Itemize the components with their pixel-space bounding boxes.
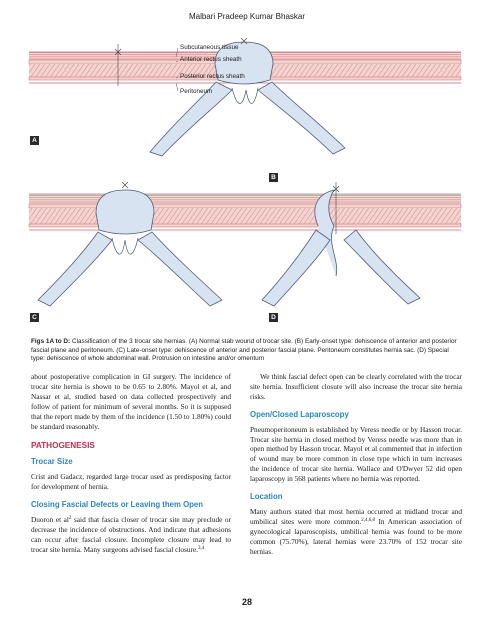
heading-trocar-size: Trocar Size [31,457,73,467]
heading-closing-fascial-defects: Closing Fascial Defects or Leaving them Open [31,500,204,510]
right-column [250,372,462,565]
bowel-loop-b-right [258,82,345,154]
label-anterior-rectus-sheath: Anterior rectus sheath [180,56,242,63]
caption-text: Classification of the 3 trocar site hernias. (A) Normal stab wound of trocar site. (B) Early-onset type: dehiscence of anterior and posterior fascial plane and peritoneum. (C) Late-onset type: dehiscence of anterior and posterior fascial plane. Peritoneum constitutes hernia sac. (D) Special type: dehiscence of whole abdominal wall. Protrusion on intestine and/or omentum [31,338,457,363]
bowel-loop-d-right [344,230,420,304]
panel-top-drawing [29,38,461,156]
left-column [31,372,231,563]
left-paragraph-3: Duoron et $al^2$ said that fascia closer of trocar site may preclude or decrease the incidence of obstructions. And indicate that adhesions can occur after fascial closure. Incomplete closure may lead to trocar site hernia. Many surgeons advised fascial closure.$^{3,4}$ [31,514,231,554]
bowel-loop-d-left [262,230,330,306]
caption-label: Figs 1A to D: [31,338,71,345]
heading-location: Location [250,492,283,502]
label-peritoneum: Peritoneum [180,88,213,95]
running-head: Malbari Pradeep Kumar Bhaskar [188,12,306,21]
left-paragraph-1: about postoperative complication in GI surgery. The incidence of trocar site hernia is shown to be 0.65 to 2.80%. Mayol et al, and Nassar et al, studied based on data collected prospectively and follow of patient for minimum of several months. So it is supposed that the report made by them of the incidence (1.50 to 1.80%) could be standard reasonably. [31,372,231,431]
panel-label-d: D [269,313,278,322]
hernia-sac-c [96,190,154,234]
subcutaneous-layer-bottom [29,194,461,204]
heading-open-closed-laparoscopy: Open/Closed Laparoscopy [250,409,349,419]
right-paragraph-1: We think fascial defect open can be clearly correlated with the trocar site hernia. Insufficient closure will also increase the trocar site hernia risks. [250,372,462,401]
right-paragraph-2: Pneumoperitoneum is established by Veress needle or by Hasson trocar. Trocar site hernia in closed method by Veress needle was more than in open method by Hasson trocar. Mayol et al commented that in infection of wound may be more common in close type which in turn increases the incidence of trocar site hernia. Wallace and O'Dwyer 52 did open laparoscopy in 568 patients where no hernia was reported. [250,424,462,484]
right-paragraph-3: Many authors stated that most hernia occurred at midland trocar and umbilical sites were more common.$^{2,4,6,8}$ In American association of gynecological laparoscopists, umbilical hernia was found to be more common (75.70%), lateral hernias were 23.70% of 152 trocar site hernias. [250,506,462,556]
label-posterior-rectus-sheath: Posterior rectus sheath [180,73,245,80]
bowel-loop-c-right [138,232,222,306]
page-number: 28 [241,597,252,607]
figure-caption [31,338,463,364]
label-subcutaneous-tissue: Subcutaneous tissue [180,44,239,51]
panel-bottom-drawing [29,182,461,306]
figure-drawing [0,30,494,330]
bowel-loop-c-left [38,232,112,306]
panel-label-b: B [269,173,278,182]
left-paragraph-2: Crist and Gadacz, regarded large trocar used as predisposing factor for development of hernia. [31,472,231,492]
muscle-layer-bottom [29,208,461,224]
panel-label-c: C [30,313,39,322]
heading-pathogenesis: PATHOGENESIS [31,441,95,451]
panel-label-a: A [30,136,39,145]
hernia-classification-figure [0,30,494,330]
